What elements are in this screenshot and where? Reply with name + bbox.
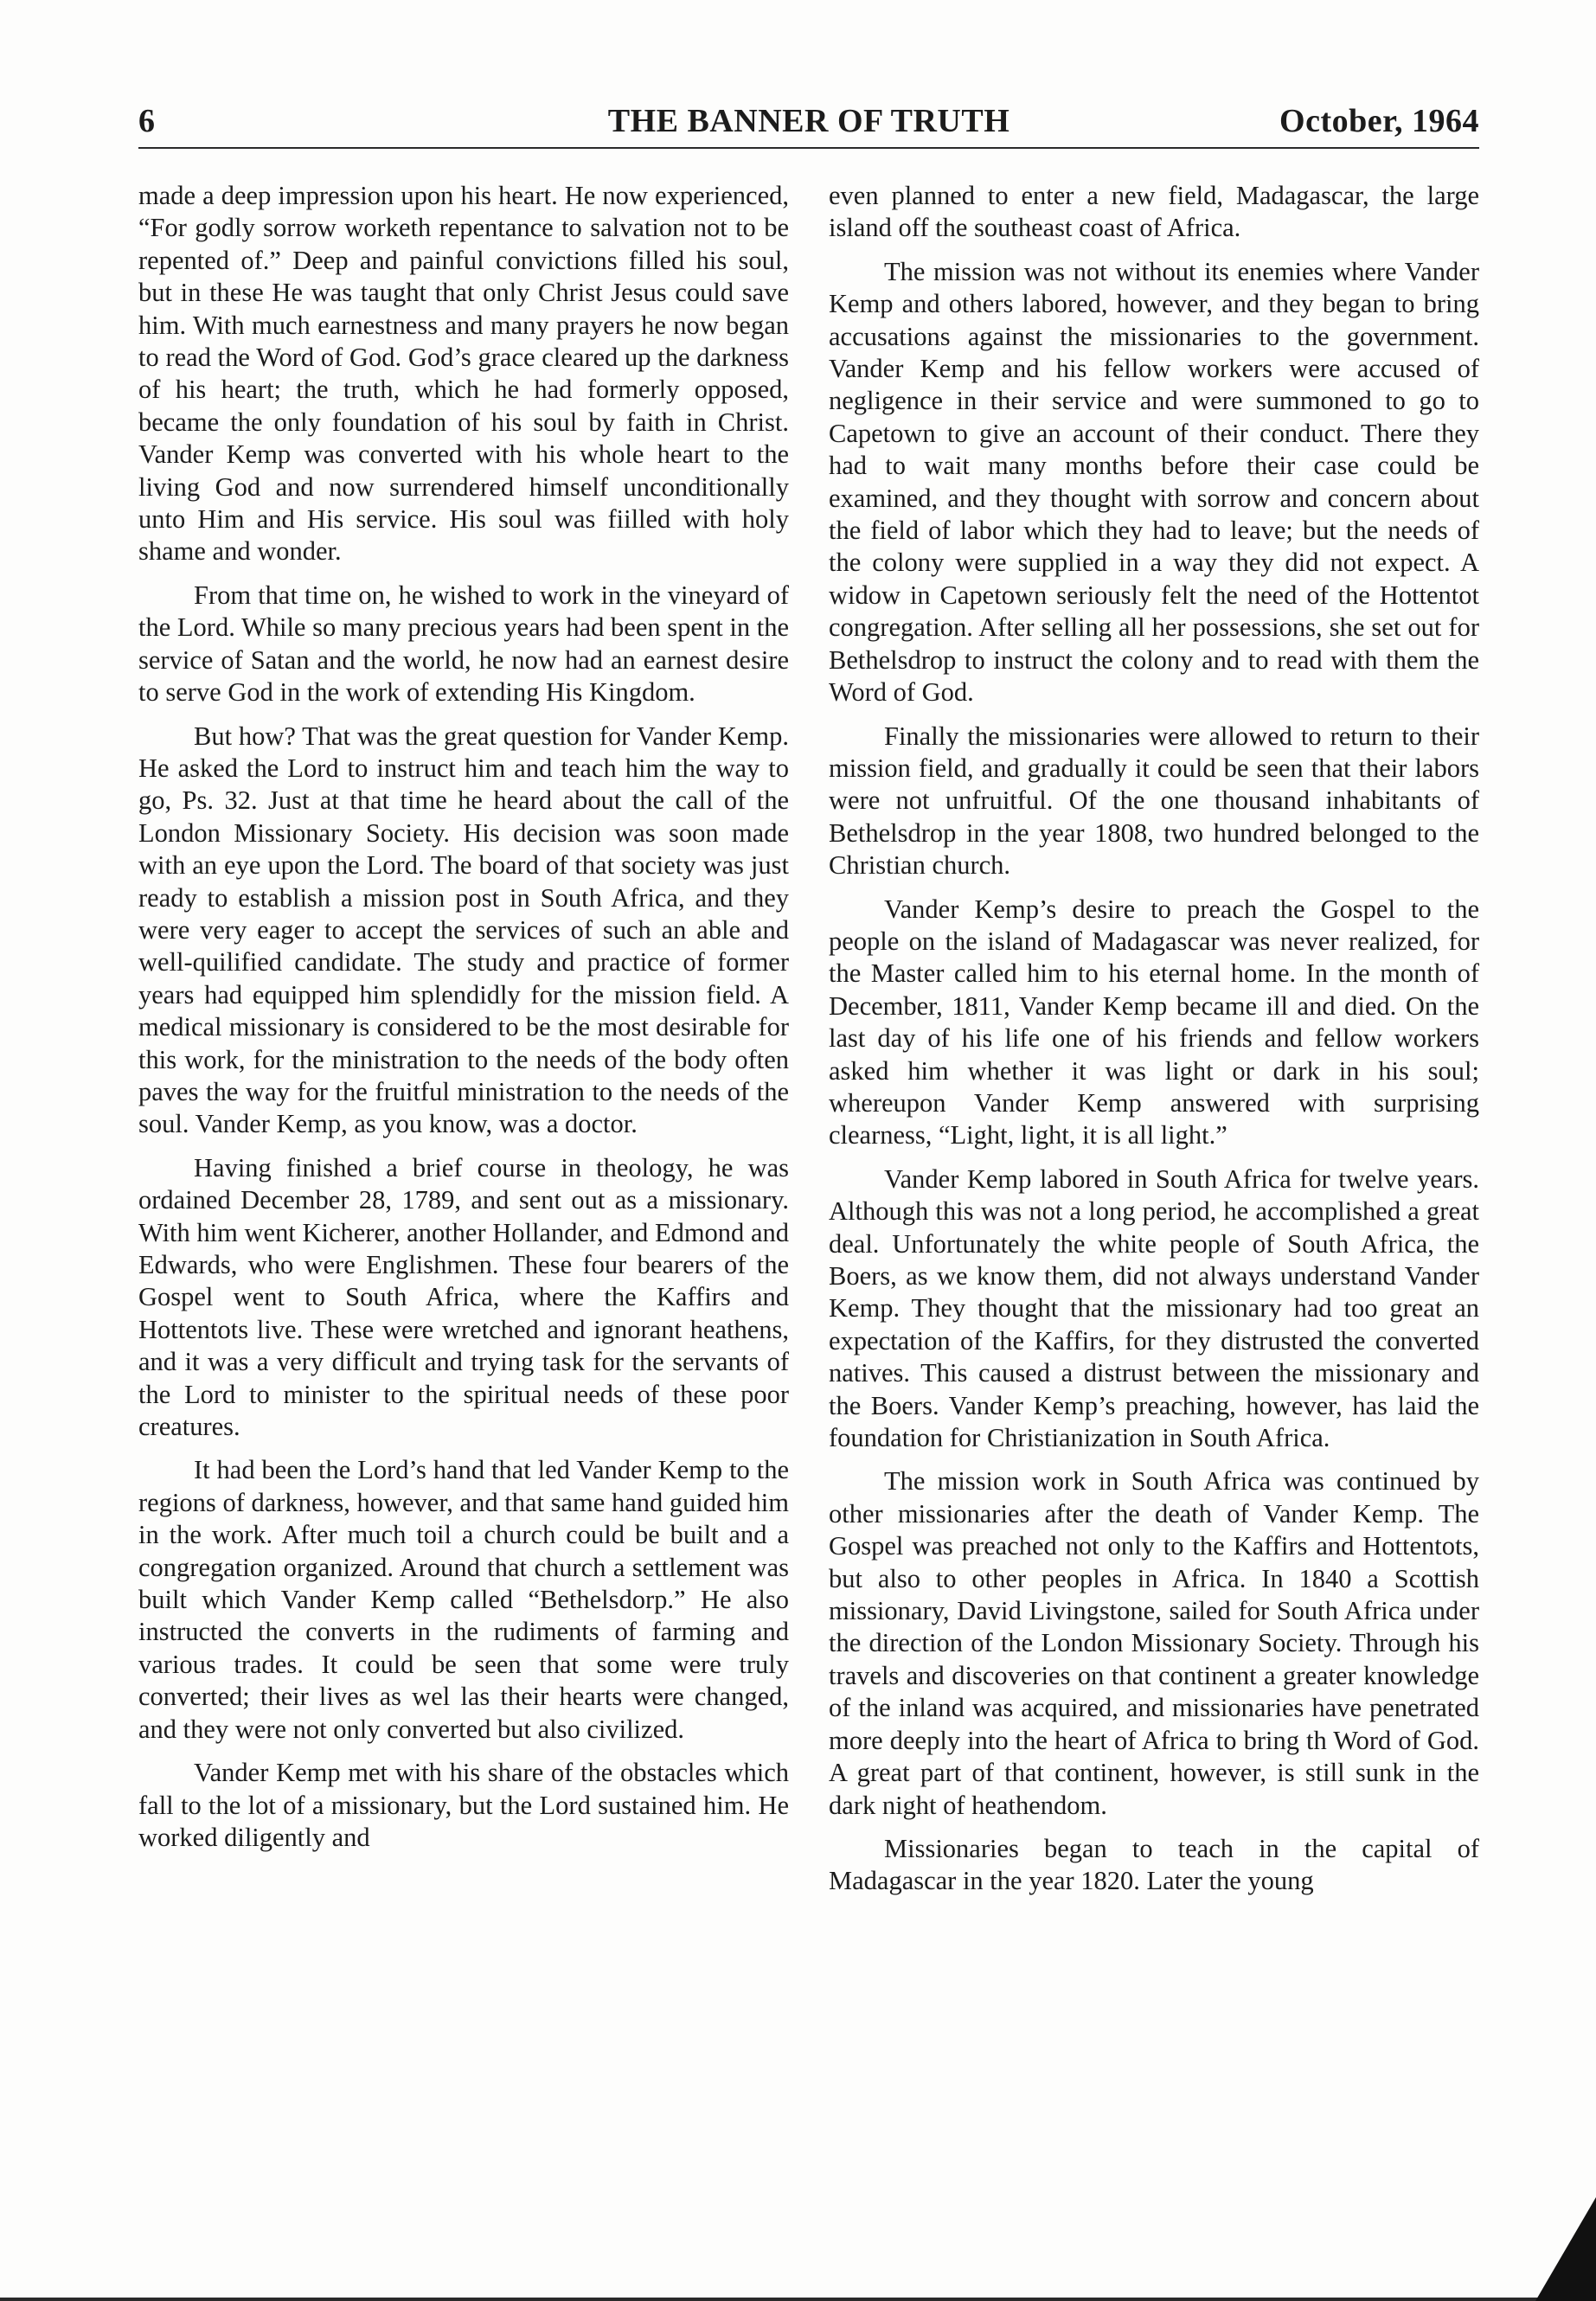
paragraph: From that time on, he wished to work in the vineyard of the Lord. While so many precious years had been spent in the service of Satan and the world, he now had an earnest desire to serve God in the work of extending His Kingdom. (138, 580, 789, 708)
paragraph: Finally the missionaries were allowed to return to their mission field, and gradually it could be seen that their labors were not unfruitful. Of the one thousand inhabitants of Bethelsdrop in the year 1808, two hundred belonged to the Christian church. (829, 721, 1479, 881)
scan-corner-shadow (1535, 2197, 1596, 2301)
paragraph: Missionaries began to teach in the capital of Madagascar in the year 1820. Later the young (829, 1833, 1479, 1896)
paragraph: The mission was not without its enemies where Vander Kemp and others labored, however, and they began to bring accusations against the missionaries to the government. Vander Kemp and his fellow workers were accused of negligence in their service and were summoned to go to Capetown to give an account of their conduct. There they had to wait many months before their case could be examined, and they thought with sorrow and concern about the field of labor which they had to leave; but the needs of the colony were supplied in a way they did not expect. A widow in Capetown seriously felt the need of the Hottentot congregation. After selling all her possessions, she set out for Bethelsdrop to instruct the colony and to read with them the Word of God. (829, 256, 1479, 708)
page-number: 6 (138, 103, 156, 139)
paragraph: Vander Kemp met with his share of the obstacles which fall to the lot of a missionary, but the Lord sustained him. He worked diligently and (138, 1758, 789, 1852)
header-rule (138, 147, 1479, 149)
issue-date: October, 1964 (1279, 103, 1479, 139)
paragraph: Vander Kemp’s desire to preach the Gospel to the people on the island of Madagascar was never realized, for the Master called him to his eternal home. In the month of December, 1811, Vander Kemp became ill and died. On the last day of his life one of his friends and fellow workers asked him whether it was light or dark in his soul; whereupon Vander Kemp answered with surprising clearness, “Light, light, it is all light.” (829, 894, 1479, 1150)
paragraph: It had been the Lord’s hand that led Vander Kemp to the regions of darkness, however, and that same hand guided him in the work. After much toil a church could be built and a congregation organized. Around that church a settlement was built which Vander Kemp called “Bethelsdorp.” He also instructed the converts in the rudiments of farming and various trades. It could be seen that some were truly converted; their lives as wel las their hearts were changed, and they were not only converted but also civilized. (138, 1455, 789, 1744)
publication-title: THE BANNER OF TRUTH (607, 103, 1010, 139)
left-column (138, 180, 789, 1865)
scan-bottom-edge (0, 2298, 1596, 2301)
paragraph: Having finished a brief course in theology, he was ordained December 28, 1789, and sent out as a missionary. With him went Kicherer, another Hollander, and Edmond and Edwards, who were Englishmen. These four bearers of the Gospel went to South Africa, where the Kaffirs and Hottentots live. These were wretched and ignorant heathens, and it was a very difficult and trying task for the servants of the Lord to minister to the spiritual needs of these poor creatures. (138, 1152, 789, 1442)
paragraph: But how? That was the great question for Vander Kemp. He asked the Lord to instruct him and teach him the way to go, Ps. 32. Just at that time he heard about the call of the London Missionary Society. His decision was soon made with an eye upon the Lord. The board of that society was just ready to establish a mission post in South Africa, and they were very eager to accept the services of such an able and well-quilified candidate. The study and practice of former years had equipped him splendidly for the mission field. A medical missionary is considered to be the most desirable for this work, for the ministration to the needs of the body often paves the way for the fruitful ministration to the needs of the soul. Vander Kemp, as you know, was a doctor. (138, 721, 789, 1139)
paragraph: even planned to enter a new field, Madagascar, the large island off the southeast coast of Africa. (829, 181, 1479, 243)
paragraph: Vander Kemp labored in South Africa for twelve years. Although this was not a long period, he accomplished a great deal. Unfortunately the white people of South Africa, the Boers, as we know them, did not always understand Vander Kemp. They thought that the missionary had too great an expectation of the Kaffirs, for they distrusted the converted natives. This caused a distrust between the missionary and the Boers. Vander Kemp’s preaching, however, has laid the foundation for Christianization in South Africa. (829, 1163, 1479, 1453)
page-header (138, 102, 1479, 147)
right-column (829, 180, 1479, 1909)
paragraph: made a deep impression upon his heart. He now experienced, “For godly sorrow worketh repentance to salvation not to be repented of.” Deep and painful convictions filled his soul, but in these He was taught that only Christ Jesus could save him. With much earnestness and many prayers he now began to read the Word of God. God’s grace cleared up the darkness of his heart; the truth, which he had formerly opposed, became the only foundation of his soul by faith in Christ. Vander Kemp was converted with his whole heart to the living God and now surrendered himself unconditionally unto Him and His service. His soul was fiilled with holy shame and wonder. (138, 181, 789, 567)
paragraph: The mission work in South Africa was continued by other missionaries after the death of Vander Kemp. The Gospel was preached not only to the Kaffirs and Hottentots, but also to other peoples in Africa. In 1840 a Scottish missionary, David Livingstone, sailed for South Africa under the direction of the London Missionary Society. Through his travels and discoveries on that continent a greater knowledge of the inland was acquired, and missionaries have penetrated more deeply into the heart of Africa to bring th Word of God. A great part of that continent, however, is still sunk in the dark night of heathendom. (829, 1466, 1479, 1820)
